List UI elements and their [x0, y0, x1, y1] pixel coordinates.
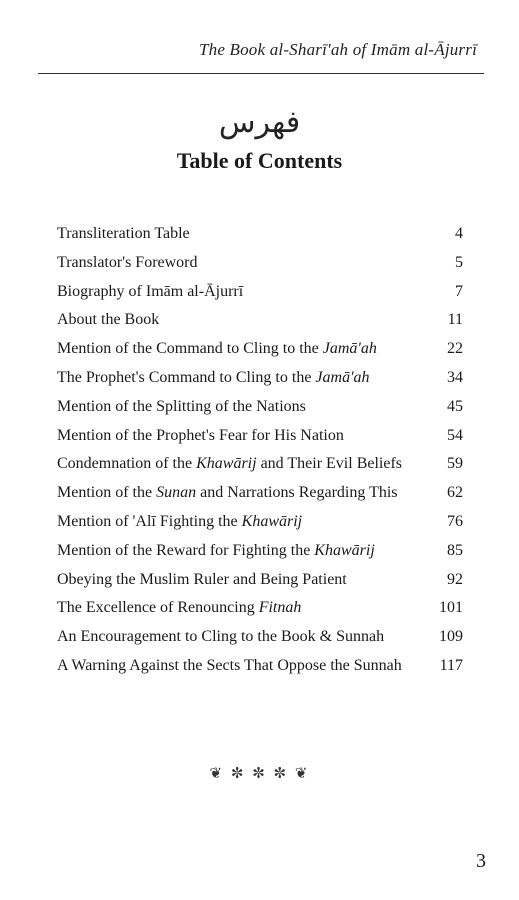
toc-entry-page: 101 — [439, 599, 463, 617]
toc-entry-title: Mention of the Reward for Fighting the Khawārij — [57, 541, 375, 559]
toc-entry-page: 76 — [447, 512, 463, 530]
running-head: The Book al-Sharī'ah of Imām al-Ājurrī — [198, 40, 477, 59]
toc-entry-page: 109 — [439, 628, 463, 646]
toc-entry-title: Transliteration Table — [57, 225, 190, 242]
toc-entry-title: The Prophet's Command to Cling to the Jamā'ah — [57, 368, 370, 386]
arabic-heading-ornament: فهرس — [218, 105, 301, 140]
toc-entry-command-to-cling[interactable] — [57, 335, 463, 364]
toc-entry-encouragement[interactable] — [57, 623, 463, 652]
toc-entry-renouncing-fitnah[interactable] — [57, 594, 463, 623]
toc-entry-page: 85 — [447, 541, 463, 559]
header-rule — [38, 73, 484, 74]
toc-entry-page: 59 — [447, 455, 463, 473]
toc-entry-about-the-book[interactable] — [57, 306, 463, 335]
toc-entry-page: 45 — [447, 397, 463, 415]
toc-entry-page: 22 — [447, 340, 463, 358]
toc-entry-page: 117 — [439, 656, 463, 674]
toc-entry-prophets-command[interactable] — [57, 364, 463, 393]
toc-entry-transliteration-table[interactable] — [57, 220, 463, 249]
toc-entry-obeying-ruler[interactable] — [57, 566, 463, 595]
toc-entry-prophets-fear[interactable] — [57, 422, 463, 451]
toc-entry-title: Translator's Foreword — [57, 253, 198, 271]
toc-entry-splitting-of-nations[interactable] — [57, 393, 463, 422]
toc-entry-page: 92 — [447, 570, 463, 588]
toc-entry-warning-sects[interactable] — [57, 652, 463, 681]
page-title: Table of Contents — [176, 148, 343, 173]
toc-entry-translators-foreword[interactable] — [57, 249, 463, 278]
toc-entry-title: Mention of the Command to Cling to the Jamā'ah — [57, 340, 377, 358]
toc-entry-page: 5 — [455, 253, 463, 271]
toc-entry-title: Condemnation of the Khawārij and Their Evil Beliefs — [57, 455, 403, 473]
toc-entry-title: Mention of the Prophet's Fear for His Nation — [57, 426, 344, 444]
toc-entry-biography[interactable] — [57, 278, 463, 307]
end-ornament: ❦ ✼ ✼ ✼ ❦ — [209, 764, 310, 782]
toc-entry-page: 4 — [455, 225, 463, 242]
toc-entry-page: 62 — [447, 484, 463, 502]
toc-entry-title: Mention of the Splitting of the Nations — [57, 397, 306, 415]
toc-entry-page: 34 — [447, 368, 463, 386]
toc-entry-title: An Encouragement to Cling to the Book & Sunnah — [57, 628, 385, 646]
toc-entry-ali-fighting[interactable] — [57, 508, 463, 537]
toc-entry-title: Obeying the Muslim Ruler and Being Patient — [57, 570, 347, 588]
toc-entry-title: Mention of 'Alī Fighting the Khawārij — [57, 512, 303, 530]
toc-entry-page: 7 — [455, 282, 463, 300]
page-number: 3 — [476, 850, 486, 872]
toc-entry-title: The Excellence of Renouncing Fitnah — [57, 599, 302, 617]
toc-entry-title: A Warning Against the Sects That Oppose the Sunnah — [57, 656, 402, 674]
toc-entry-reward-fighting[interactable] — [57, 537, 463, 566]
toc-entry-title: About the Book — [57, 311, 160, 329]
toc-entry-title: Mention of the Sunan and Narrations Regarding This — [57, 484, 398, 502]
toc-list — [57, 220, 463, 681]
toc-entry-sunan-narrations[interactable] — [57, 479, 463, 508]
toc-entry-title: Biography of Imām al-Ājurrī — [57, 282, 244, 300]
toc-entry-page: 11 — [447, 311, 463, 329]
toc-entry-condemnation-khawarij[interactable] — [57, 450, 463, 479]
toc-entry-page: 54 — [447, 426, 463, 444]
